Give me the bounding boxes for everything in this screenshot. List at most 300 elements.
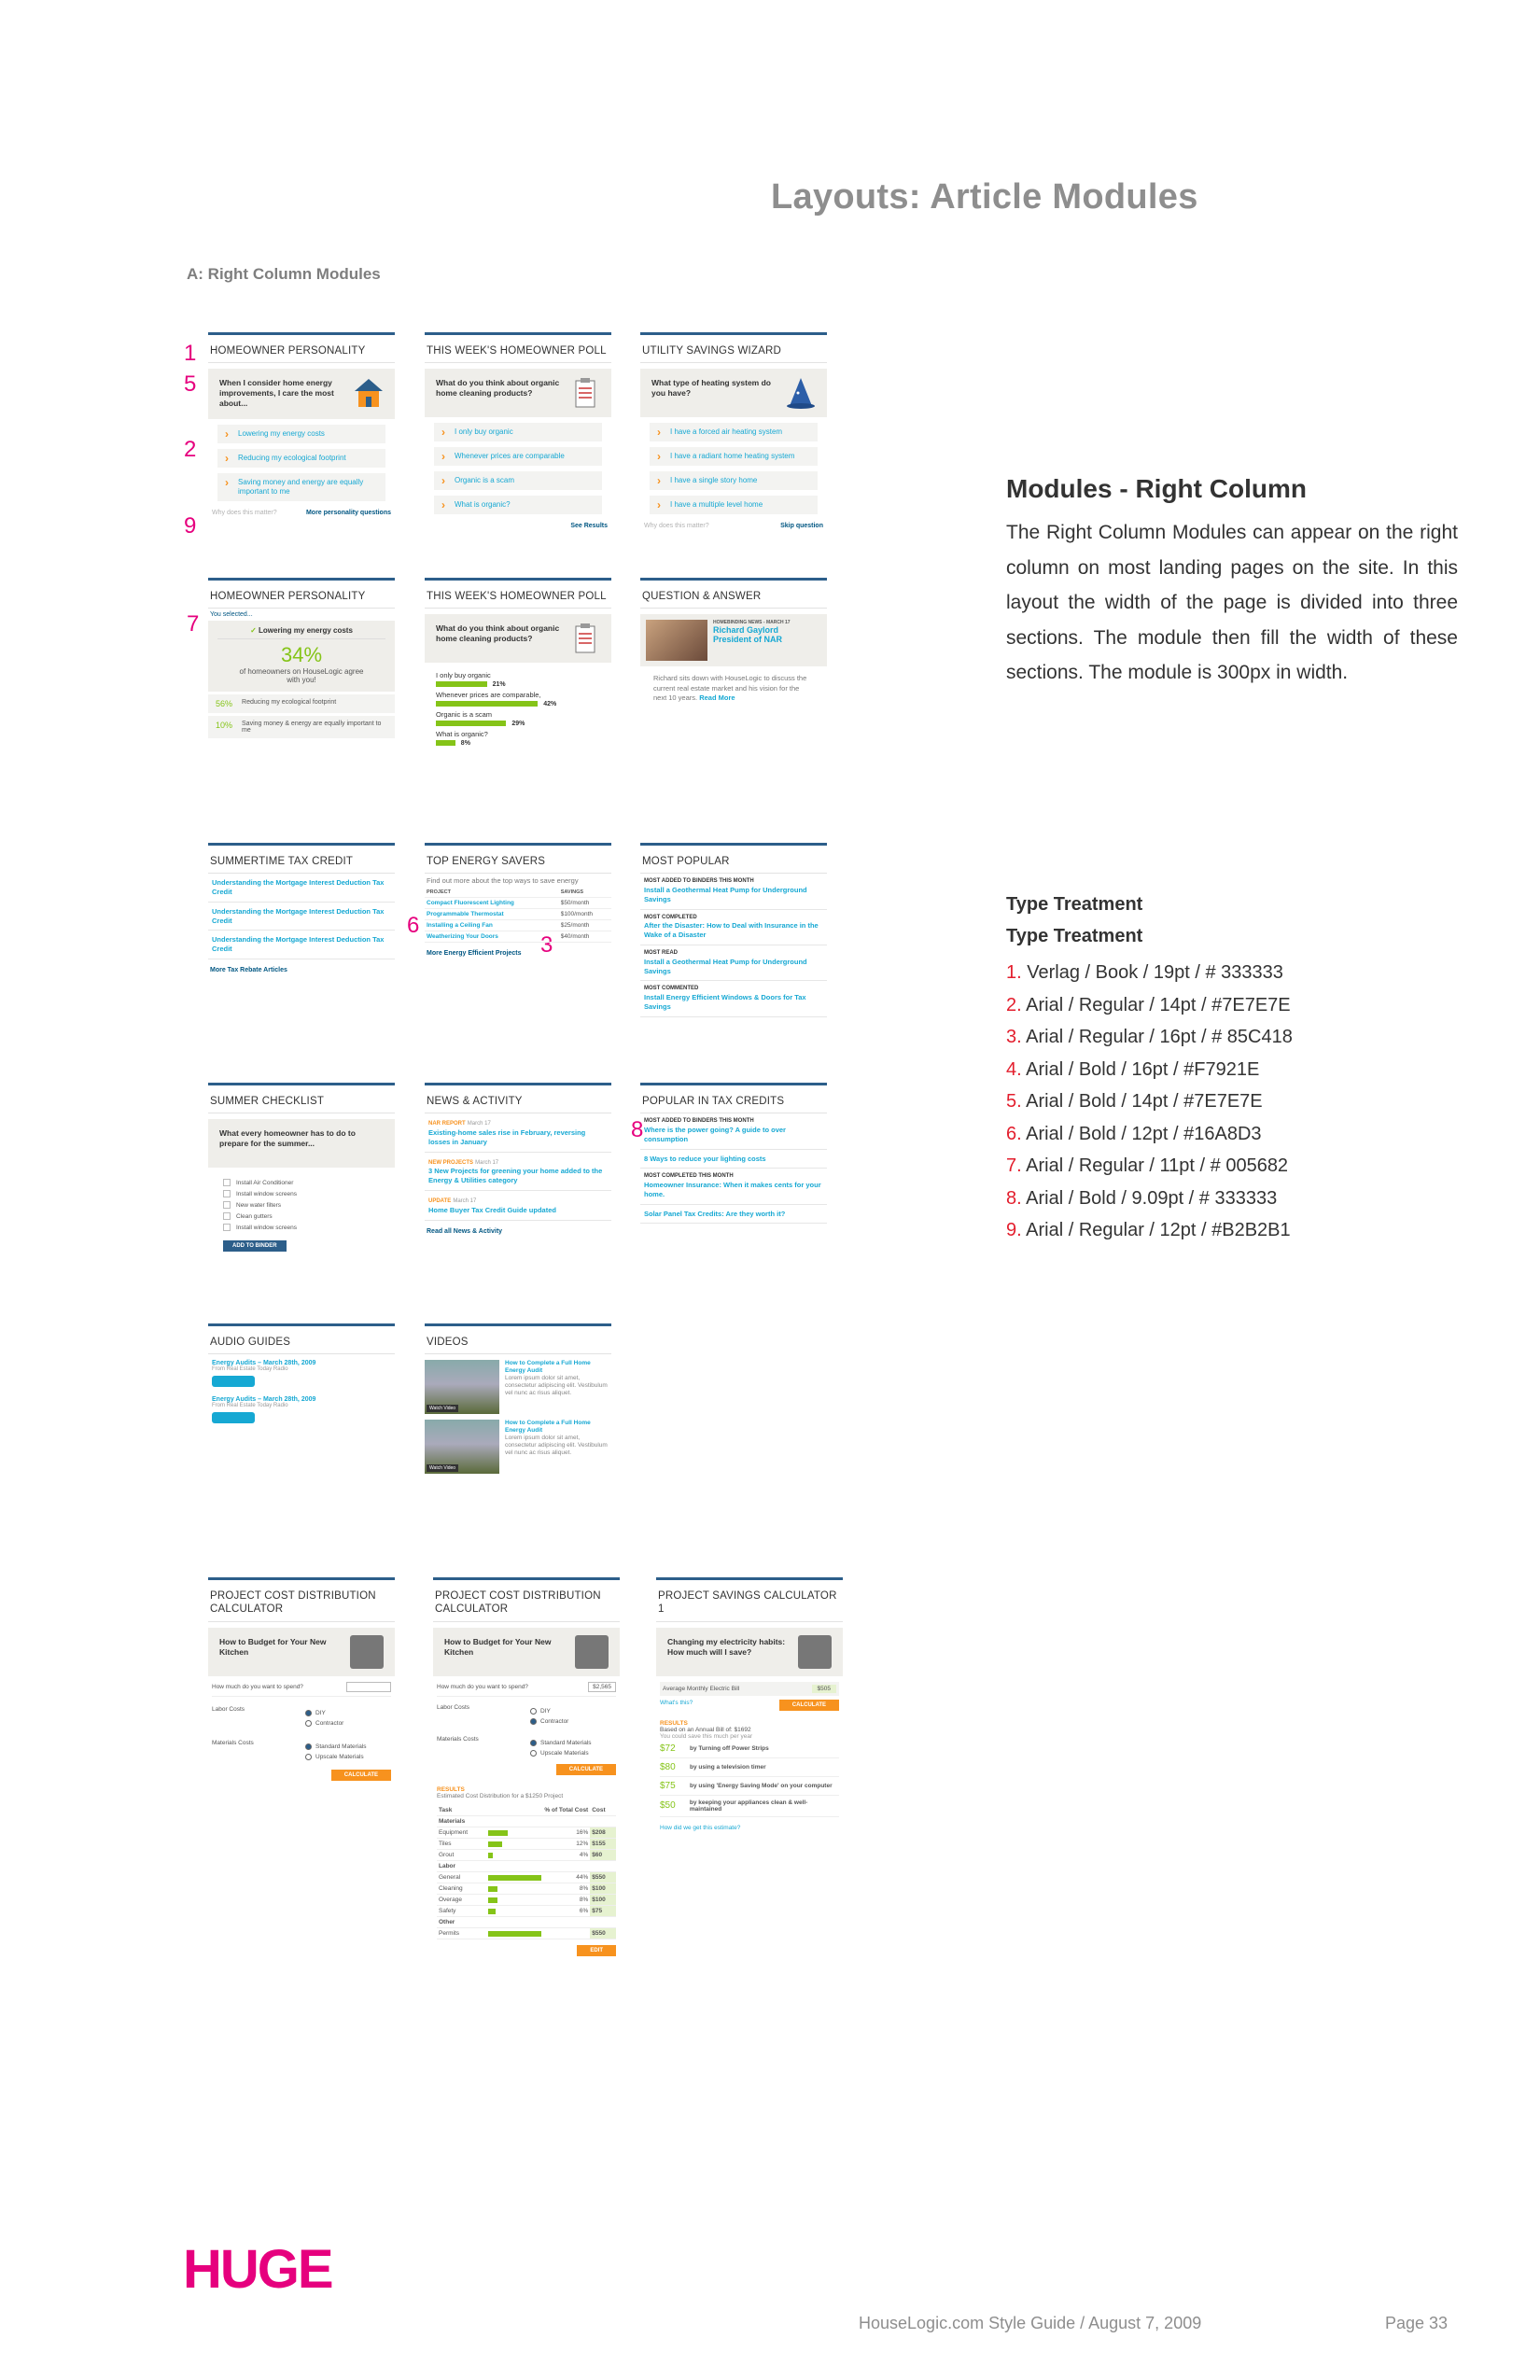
poll-option[interactable]: › I only buy organic: [434, 423, 602, 441]
module-question: [656, 1628, 843, 1676]
cost-value: $550: [590, 1927, 616, 1939]
col-pct: % of Total Cost: [486, 1805, 591, 1816]
item-label: Clean gutters: [236, 1212, 273, 1220]
group-name: Other: [437, 1916, 616, 1927]
task: Equipment: [437, 1827, 486, 1838]
video-thumbnail[interactable]: [425, 1360, 499, 1414]
popular-tax-credits-module: [640, 1083, 827, 1224]
cost-value: $155: [590, 1838, 616, 1849]
item-tag: MOST COMPLETED: [644, 914, 697, 920]
videos-module: [425, 1323, 611, 1479]
wizard-option[interactable]: › I have a single story home: [650, 471, 818, 490]
estimate-link[interactable]: How did we get this estimate?: [660, 1824, 741, 1831]
radio[interactable]: [530, 1718, 537, 1725]
watch-video-label[interactable]: Watch Video: [427, 1405, 458, 1412]
module-question: [425, 369, 611, 417]
news-link[interactable]: Home Buyer Tax Credit Guide updated: [428, 1205, 556, 1214]
calc-form: [433, 1676, 620, 1962]
results-heading: RESULTS: [660, 1719, 688, 1727]
item-tag: MOST ADDED TO BINDERS THIS MONTH: [644, 878, 754, 885]
module-title: MOST POPULAR: [640, 846, 827, 874]
group-name: Labor: [437, 1860, 616, 1871]
cost-bar: [488, 1886, 497, 1892]
item-link[interactable]: Install a Geothermal Heat Pump for Underground Savings: [644, 957, 807, 975]
checkbox[interactable]: [223, 1212, 231, 1220]
row-pct: 10%: [216, 721, 233, 731]
row-pct: 56%: [216, 699, 233, 709]
cost-value: $60: [590, 1849, 616, 1860]
poll-option[interactable]: › What is organic?: [434, 496, 602, 514]
homeowner-poll-results-module: [425, 578, 611, 755]
radio[interactable]: [305, 1710, 312, 1716]
right-column-body: The Right Column Modules can appear on the right column on most landing pages on the site. In this layout the width of the page is divided into three sections. The module then fill the width of these sections. The module is 300px in width.: [1006, 522, 1458, 683]
based-on: Based on an Annual Bill of: $1692: [660, 1726, 751, 1733]
cost-table: [437, 1805, 616, 1939]
cost-pct: 44%: [576, 1873, 589, 1881]
task: Safety: [437, 1905, 486, 1916]
news-link[interactable]: Existing-home sales rise in February, reversing losses in January: [428, 1128, 586, 1146]
cost-value: $208: [590, 1827, 616, 1838]
watch-video-label[interactable]: Watch Video: [427, 1464, 458, 1472]
qa-name[interactable]: Richard Gaylord: [713, 625, 779, 636]
cost-bar: [488, 1909, 496, 1914]
module-title: HOMEOWNER PERSONALITY: [208, 581, 395, 609]
type-num: 4.: [1006, 1058, 1022, 1080]
tax-item[interactable]: [640, 1205, 827, 1225]
qa-body: Richard sits down with HouseLogic to discuss the current real estate market and his vision for the next 10 years.: [653, 674, 807, 702]
checkbox[interactable]: [223, 1190, 231, 1197]
type-item: [1006, 1054, 1293, 1086]
checklist-item[interactable]: [223, 1212, 380, 1220]
portrait-image: [646, 620, 707, 661]
tax-item[interactable]: [640, 1150, 827, 1169]
savings-amount: $72: [660, 1743, 676, 1754]
marker-9: 9: [184, 513, 197, 539]
question-text: What type of heating system do you have?: [651, 378, 771, 399]
item-link[interactable]: After the Disaster: How to Deal with Insurance in the Wake of a Disaster: [644, 921, 819, 940]
poll-result: [436, 710, 600, 727]
project-link[interactable]: Weatherizing Your Doors: [425, 931, 559, 943]
radio[interactable]: [305, 1754, 312, 1760]
news-date: March 17: [467, 1121, 491, 1127]
savings-value: $100/month: [559, 909, 611, 920]
article-link[interactable]: Understanding the Mortgage Interest Deduction Tax Credit: [208, 903, 395, 931]
agree-text: of homeowners on HouseLogic agree with you!: [239, 667, 364, 685]
type-num: 7.: [1006, 1155, 1022, 1176]
news-date: March 17: [475, 1159, 499, 1166]
cost-row: [437, 1838, 616, 1849]
result-percent: [217, 643, 385, 667]
check-icon: ✓: [250, 626, 257, 636]
page-title: Layouts: Article Modules: [771, 177, 1198, 217]
audio-title[interactable]: Energy Audits – March 28th, 2009: [212, 1396, 316, 1404]
more-projects-link[interactable]: More Energy Efficient Projects: [427, 950, 522, 958]
type-text: Verlag / Book / 19pt / # 333333: [1027, 962, 1283, 983]
could-save: You could save this much per year: [660, 1732, 753, 1740]
result-label: What is organic?: [436, 730, 488, 739]
most-popular-module: [640, 843, 827, 1017]
result-row: [208, 694, 395, 713]
result-pct: 42%: [543, 700, 557, 707]
homeowner-personality-module: [208, 332, 395, 516]
bill-input[interactable]: $505: [812, 1685, 836, 1693]
read-all-news-link[interactable]: Read all News & Activity: [427, 1227, 503, 1235]
row-text: Saving money & energy are equally important to me: [242, 721, 382, 735]
poll-option[interactable]: › Whenever prices are comparable: [434, 447, 602, 466]
cost-pct: 16%: [576, 1828, 589, 1836]
cost-pct: 4%: [579, 1851, 589, 1858]
radio-label: DIY: [540, 1707, 551, 1715]
radio[interactable]: [530, 1740, 537, 1746]
type-text: Arial / Regular / 11pt / # 005682: [1026, 1155, 1289, 1176]
module-question: [640, 369, 827, 417]
item-link[interactable]: Homeowner Insurance: When it makes cents for your home.: [644, 1181, 821, 1198]
materials-label: Materials Costs: [212, 1739, 254, 1746]
savings-amount: $80: [660, 1761, 676, 1772]
audio-source: From Real Estate Today Radio: [212, 1366, 288, 1373]
option-link[interactable]: › Lowering my energy costs: [217, 425, 385, 443]
item-label: Install Air Conditioner: [236, 1179, 294, 1186]
result-box: [208, 621, 395, 692]
type-item: [1006, 957, 1293, 989]
savings-row: [660, 1796, 839, 1817]
type-item: [1006, 1214, 1293, 1247]
wizard-option[interactable]: › I have a forced air heating system: [650, 423, 818, 441]
checklist-item[interactable]: [223, 1201, 380, 1209]
spend-input[interactable]: $2,565: [588, 1682, 616, 1692]
edit-button[interactable]: EDIT: [577, 1945, 616, 1956]
labor-label: Labor Costs: [212, 1705, 245, 1713]
item-tag: MOST ADDED TO BINDERS THIS MONTH: [644, 1118, 754, 1125]
option-link[interactable]: › Reducing my ecological footprint: [217, 449, 385, 468]
selected-answer: [217, 626, 385, 639]
see-results-link[interactable]: See Results: [570, 523, 608, 530]
module-title: PROJECT SAVINGS CALCULATOR 1: [656, 1580, 843, 1622]
type-num: 8.: [1006, 1187, 1022, 1209]
checklist-item[interactable]: [223, 1190, 380, 1197]
radio-label: Upscale Materials: [315, 1753, 364, 1760]
tax-item[interactable]: [640, 1113, 827, 1149]
qa-role: President of NAR: [713, 635, 783, 645]
module-title: THIS WEEK'S HOMEOWNER POLL: [425, 581, 611, 609]
type-num: 5.: [1006, 1091, 1022, 1112]
marker-8: 8: [631, 1117, 644, 1142]
item-label: Install window screens: [236, 1190, 298, 1197]
module-title: PROJECT COST DISTRIBUTION CALCULATOR: [208, 1580, 395, 1622]
results-sub: Estimated Cost Distribution for a $1250 Project: [437, 1792, 564, 1799]
video-thumbnail[interactable]: [425, 1420, 499, 1474]
option-link[interactable]: › Saving money and energy are equally important to me: [217, 473, 385, 501]
col-project: PROJECT: [425, 888, 559, 898]
item-label: Install window screens: [236, 1224, 298, 1231]
skip-question-link[interactable]: Skip question: [780, 523, 823, 530]
cost-bar: [488, 1853, 493, 1858]
cost-bar: [488, 1841, 503, 1847]
more-articles-link[interactable]: More Tax Rebate Articles: [210, 966, 287, 973]
house-icon: [352, 376, 385, 410]
type-treatment-list: [1006, 957, 1293, 1247]
poll-result: [436, 691, 600, 707]
module-title: VIDEOS: [425, 1326, 611, 1354]
more-questions-link[interactable]: More personality questions: [305, 509, 391, 516]
video-title[interactable]: How to Complete a Full Home Energy Audit: [505, 1420, 591, 1435]
poll-results: [425, 663, 611, 755]
module-title: SUMMER CHECKLIST: [208, 1085, 395, 1113]
savings-amount: $50: [660, 1800, 676, 1812]
result-bar: [436, 701, 538, 707]
cost-bar: [488, 1897, 497, 1903]
video-item: [425, 1420, 611, 1474]
savings-value: $50/month: [559, 898, 611, 909]
marker-3: 3: [540, 932, 553, 958]
why-matter-link[interactable]: Why does this matter?: [212, 509, 277, 516]
module-title: PROJECT COST DISTRIBUTION CALCULATOR: [433, 1580, 620, 1622]
cost-value: $75: [590, 1905, 616, 1916]
type-text: Arial / Bold / 12pt / #16A8D3: [1026, 1123, 1262, 1144]
calculate-button[interactable]: CALCULATE: [331, 1770, 391, 1781]
cost-bar: [488, 1875, 541, 1881]
module-title: NEWS & ACTIVITY: [425, 1085, 611, 1113]
type-text: Arial / Regular / 16pt / # 85C418: [1026, 1027, 1293, 1047]
news-item[interactable]: [425, 1113, 611, 1152]
type-text: Arial / Bold / 9.09pt / # 333333: [1026, 1187, 1278, 1209]
popular-item[interactable]: [640, 910, 827, 945]
module-title: UTILITY SAVINGS WIZARD: [640, 335, 827, 363]
result-row: [208, 716, 395, 738]
type-item: [1006, 1150, 1293, 1183]
audio-item: [208, 1354, 395, 1438]
type-treatment-title-2: Type Treatment: [1006, 926, 1143, 946]
whats-this-link[interactable]: What's this?: [660, 1699, 693, 1706]
read-more-link[interactable]: Read More: [699, 693, 735, 702]
task: Tiles: [437, 1838, 486, 1849]
news-item[interactable]: [425, 1191, 611, 1221]
question-text: How to Budget for Your New Kitchen: [444, 1636, 552, 1657]
news-item[interactable]: [425, 1153, 611, 1191]
savings-text: by using a television timer: [690, 1763, 766, 1771]
cost-row: [437, 1827, 616, 1838]
labor-label: Labor Costs: [437, 1703, 470, 1711]
type-item: [1006, 1183, 1293, 1215]
item-link[interactable]: Where is the power going? A guide to over consumption: [644, 1126, 786, 1143]
item-label: New water filters: [236, 1201, 282, 1209]
add-to-binder-button[interactable]: ADD TO BINDER: [223, 1240, 287, 1252]
type-num: 3.: [1006, 1027, 1022, 1047]
radio-label: Upscale Materials: [540, 1749, 589, 1757]
item-link[interactable]: 8 Ways to reduce your lighting costs: [644, 1154, 766, 1163]
utility-savings-wizard-module: [640, 332, 827, 529]
checklist-item[interactable]: [223, 1179, 380, 1186]
cost-pct: 6%: [579, 1907, 589, 1914]
calculate-button[interactable]: CALCULATE: [556, 1764, 616, 1775]
radio[interactable]: [305, 1743, 312, 1750]
audio-title[interactable]: Energy Audits – March 28th, 2009: [212, 1360, 316, 1367]
savings-list: [660, 1740, 839, 1817]
article-link[interactable]: Understanding the Mortgage Interest Deduction Tax Credit: [208, 931, 395, 959]
radio[interactable]: [530, 1708, 537, 1715]
poll-option[interactable]: › Organic is a scam: [434, 471, 602, 490]
marker-5: 5: [184, 371, 197, 397]
type-num: 6.: [1006, 1123, 1022, 1144]
savings-row: [660, 1777, 839, 1796]
popular-item[interactable]: [640, 981, 827, 1016]
qa-tag: HOMEBINDING NEWS - MARCH 17: [713, 620, 791, 626]
module-question: [425, 614, 611, 663]
checkbox[interactable]: [223, 1179, 231, 1186]
savings-amount: $75: [660, 1780, 676, 1791]
cost-bar: [488, 1830, 508, 1836]
percent-value: 34: [280, 643, 304, 667]
checkbox[interactable]: [223, 1201, 231, 1209]
cost-row: [437, 1849, 616, 1860]
type-text: Arial / Bold / 14pt / #7E7E7E: [1026, 1091, 1263, 1112]
audio-player[interactable]: [212, 1376, 255, 1387]
checklist-item[interactable]: [223, 1224, 380, 1231]
module-question: [433, 1628, 620, 1676]
cost-pct: 12%: [576, 1840, 589, 1847]
popular-item[interactable]: [640, 945, 827, 981]
item-link[interactable]: Install a Geothermal Heat Pump for Underground Savings: [644, 886, 807, 903]
task: Overage: [437, 1894, 486, 1905]
module-title: THIS WEEK'S HOMEOWNER POLL: [425, 335, 611, 363]
video-desc: Lorem ipsum dolor sit amet, consectetur adipiscing elit. Vestibulum vel nunc ac risus aliquet.: [505, 1374, 608, 1396]
question-text: What do you think about organic home cleaning products?: [436, 378, 560, 399]
news-link[interactable]: 3 New Projects for greening your home added to the Energy & Utilities category: [428, 1167, 603, 1185]
savings-value: $40/month: [559, 931, 611, 943]
why-matter-link[interactable]: Why does this matter?: [644, 523, 709, 530]
article-link[interactable]: Understanding the Mortgage Interest Deduction Tax Credit: [208, 874, 395, 903]
question-text: Changing my electricity habits: How much will I save?: [667, 1636, 786, 1657]
video-item: [425, 1360, 611, 1414]
top-energy-savers-module: [425, 843, 611, 964]
audio-guides-module: [208, 1323, 395, 1438]
project-link[interactable]: Compact Fluorescent Lighting: [425, 898, 559, 909]
cost-row: [437, 1905, 616, 1916]
cost-calculator-results-module: [433, 1577, 620, 1962]
module-title: TOP ENERGY SAVERS: [425, 846, 611, 874]
percent-unit: %: [303, 643, 323, 667]
section-label: A: Right Column Modules: [187, 265, 381, 283]
homeowner-personality-result-module: [208, 578, 395, 738]
news-tag: NAR REPORT: [428, 1121, 466, 1127]
poll-result: [436, 671, 600, 688]
spend-input[interactable]: [346, 1682, 391, 1692]
cost-row: [437, 1871, 616, 1883]
marker-2: 2: [184, 437, 197, 462]
type-item: [1006, 1021, 1293, 1054]
type-item: [1006, 989, 1293, 1022]
item-tag: MOST COMPLETED THIS MONTH: [644, 1173, 734, 1180]
item-link[interactable]: Solar Panel Tax Credits: Are they worth it?: [644, 1209, 786, 1218]
checkbox[interactable]: [223, 1224, 231, 1231]
type-num: 2.: [1006, 994, 1022, 1015]
type-text: Arial / Regular / 12pt / #B2B2B1: [1026, 1220, 1291, 1240]
audio-player[interactable]: [212, 1412, 255, 1423]
wizard-option[interactable]: › I have a multiple level home: [650, 496, 818, 514]
question-text: How to Budget for Your New Kitchen: [219, 1636, 327, 1657]
cost-calculator-module: [208, 1577, 395, 1786]
cost-value: $550: [590, 1871, 616, 1883]
marker-1: 1: [184, 341, 197, 366]
task: Cleaning: [437, 1883, 486, 1894]
popular-item[interactable]: [640, 874, 827, 909]
question-answer-module: [640, 578, 827, 710]
cost-value: $100: [590, 1883, 616, 1894]
radio-label: Contractor: [540, 1717, 569, 1725]
radio-label: DIY: [315, 1709, 326, 1716]
qa-text: [640, 666, 827, 709]
result-pct: 8%: [460, 739, 470, 747]
item-link[interactable]: Install Energy Efficient Windows & Doors for Tax Savings: [644, 993, 806, 1011]
project-link[interactable]: Programmable Thermostat: [425, 909, 559, 920]
project-link[interactable]: Installing a Ceiling Fan: [425, 920, 559, 931]
group-name: Materials: [437, 1815, 616, 1827]
result-pct: 21%: [492, 680, 506, 688]
item-tag: MOST READ: [644, 949, 678, 956]
news-activity-module: [425, 1083, 611, 1242]
tax-item[interactable]: [640, 1169, 827, 1204]
results-heading: RESULTS: [437, 1785, 465, 1793]
wizard-option[interactable]: › I have a radiant home heating system: [650, 447, 818, 466]
cost-bar: [488, 1931, 541, 1937]
row-text: Reducing my ecological footprint: [242, 699, 337, 707]
module-title: QUESTION & ANSWER: [640, 581, 827, 609]
type-item: [1006, 1085, 1293, 1118]
module-title: POPULAR IN TAX CREDITS: [640, 1085, 827, 1113]
result-label: Whenever prices are comparable,: [436, 691, 541, 700]
bill-label: Average Monthly Electric Bill: [663, 1685, 740, 1692]
module-title: SUMMERTIME TAX CREDIT: [208, 846, 395, 874]
right-column-heading: Modules - Right Column: [1006, 474, 1307, 503]
type-treatment-title: Type Treatment: [1006, 894, 1143, 915]
radio-label: Standard Materials: [540, 1739, 592, 1746]
savings-text: by keeping your appliances clean & well-maintained: [689, 1799, 808, 1813]
cost-value: $100: [590, 1894, 616, 1905]
col-savings: SAVINGS: [559, 888, 611, 898]
radio[interactable]: [305, 1720, 312, 1727]
type-text: Arial / Regular / 14pt / #7E7E7E: [1026, 994, 1291, 1015]
materials-label: Materials Costs: [437, 1735, 479, 1743]
item-tag: MOST COMMENTED: [644, 986, 699, 992]
module-question: What every homeowner has to do to prepare for the summer...: [208, 1119, 395, 1168]
video-title[interactable]: How to Complete a Full Home Energy Audit: [505, 1360, 591, 1375]
savers-intro: Find out more about the top ways to save energy: [427, 876, 579, 886]
savings-row: [660, 1740, 839, 1758]
video-desc: Lorem ipsum dolor sit amet, consectetur adipiscing elit. Vestibulum vel nunc ac risus aliquet.: [505, 1434, 608, 1456]
question-text: When I consider home energy improvements, I care the most about...: [219, 378, 334, 409]
task: Grout: [437, 1849, 486, 1860]
type-num: 9.: [1006, 1220, 1022, 1240]
news-tag: UPDATE: [428, 1197, 452, 1204]
module-question: [208, 1628, 395, 1676]
summer-checklist-module: [208, 1083, 395, 1259]
col-task: Task: [437, 1805, 486, 1816]
huge-logo: HUGE: [183, 2239, 332, 2300]
cost-pct: 8%: [579, 1896, 589, 1903]
module-title: HOMEOWNER PERSONALITY: [208, 335, 395, 363]
calculate-button[interactable]: CALCULATE: [779, 1700, 839, 1711]
clipboard-icon: [568, 622, 602, 655]
radio[interactable]: [530, 1750, 537, 1757]
you-selected-label: You selected...: [210, 611, 253, 619]
calculator-icon: [798, 1635, 832, 1669]
cost-row: [437, 1927, 616, 1939]
news-date: March 17: [453, 1197, 477, 1204]
radio-label: Contractor: [315, 1719, 344, 1727]
savings-text: by Turning off Power Strips: [690, 1744, 769, 1752]
result-pct: 29%: [511, 720, 525, 727]
result-bar: [436, 681, 487, 687]
